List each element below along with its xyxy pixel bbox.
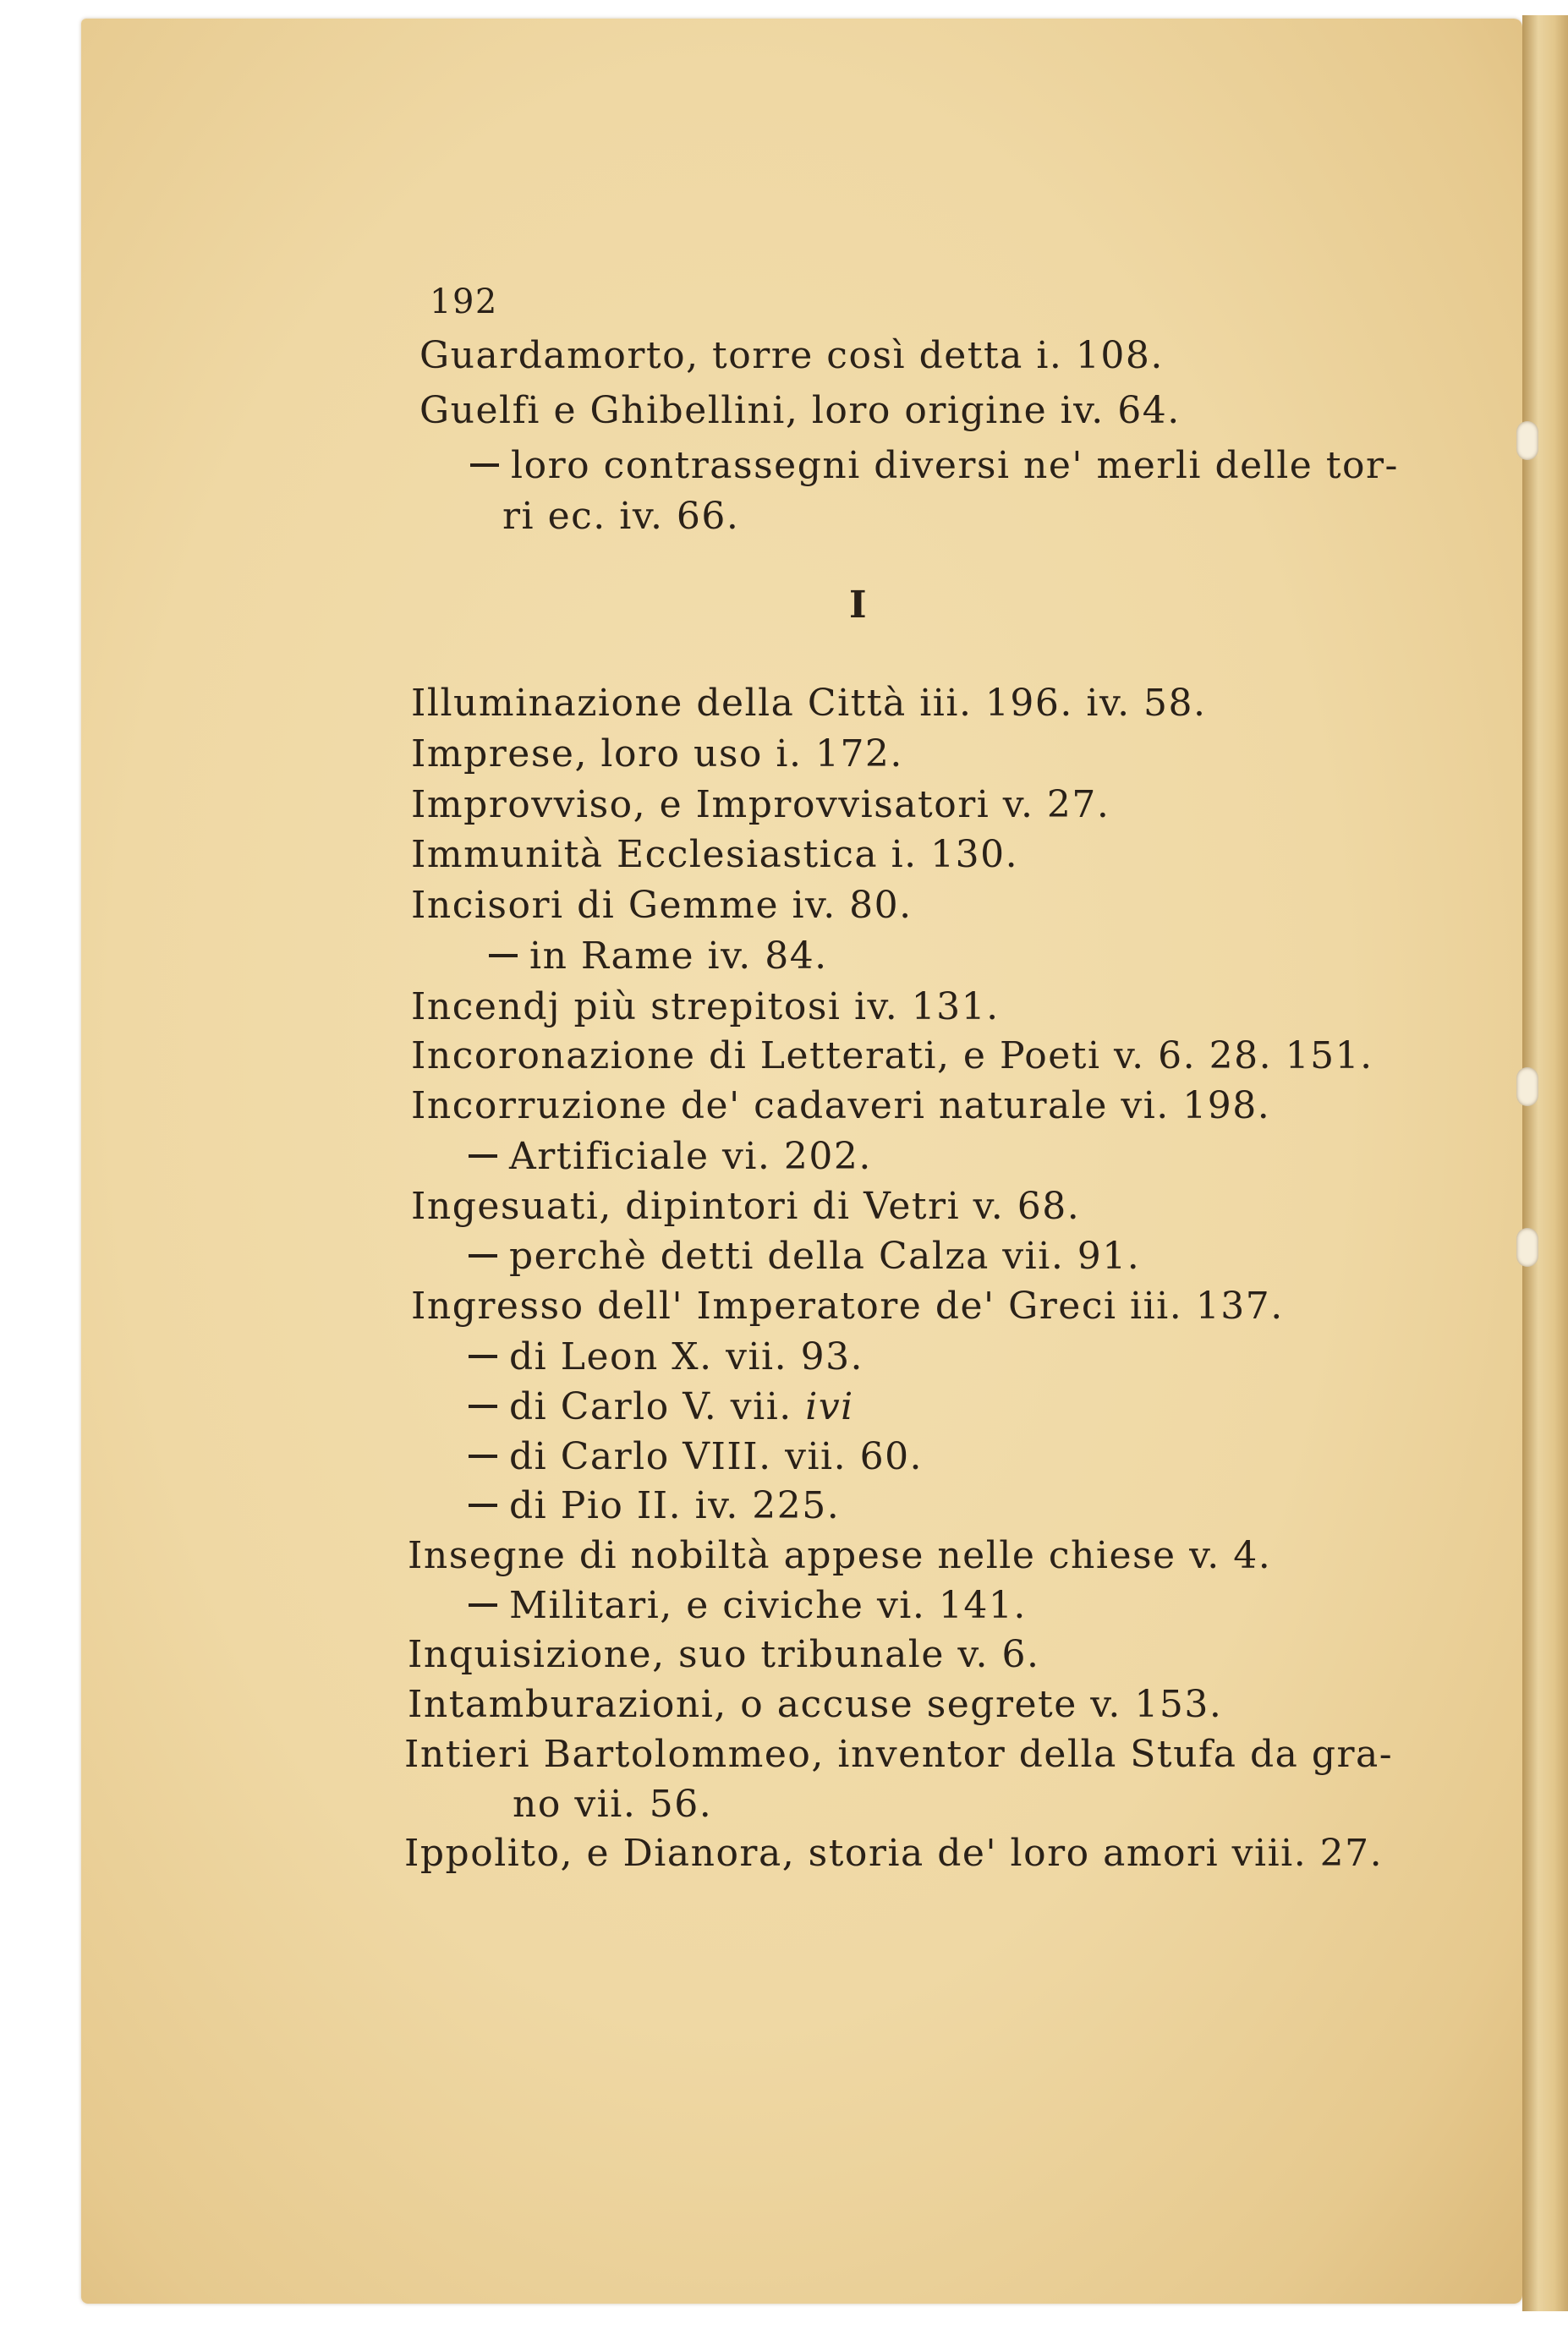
- index-subentry: [469, 1335, 863, 1378]
- entry-text: di Pio II. iv. 225.: [509, 1484, 841, 1527]
- entry-text: Artificiale vi. 202.: [509, 1135, 872, 1178]
- index-subentry: [469, 1584, 1027, 1627]
- index-entry: [411, 833, 1018, 876]
- dash-mark: [469, 1254, 497, 1258]
- entry-text: in Rame iv. 84.: [529, 934, 828, 978]
- dash-mark: [470, 463, 499, 467]
- dash-mark: [469, 1455, 497, 1458]
- dash-mark: [469, 1405, 497, 1408]
- index-subentry: [469, 1385, 854, 1428]
- dash-mark: [469, 1504, 497, 1507]
- index-subentry: [489, 934, 828, 978]
- index-subentry: [469, 1135, 872, 1178]
- entry-text: Incoronazione di Letterati, e Poeti v. 6. 28. 151.: [411, 1034, 1373, 1077]
- index-entry: [411, 884, 913, 927]
- index-entry: [411, 1285, 1284, 1328]
- ivi-italic: ivi: [805, 1385, 854, 1428]
- entry-text: Ingresso dell' Imperatore de' Greci iii. 137.: [411, 1285, 1284, 1328]
- entry-text: Illuminazione della Città iii. 196. iv. 58.: [411, 682, 1207, 725]
- section-letter: I: [849, 584, 869, 627]
- entry-text: di Carlo VIII. vii. 60.: [509, 1435, 924, 1478]
- entry-text: di Leon X. vii. 93.: [509, 1335, 864, 1378]
- entry-text: Incisori di Gemme iv. 80.: [411, 884, 913, 927]
- entry-text: Improvviso, e Improvvisatori v. 27.: [411, 783, 1110, 826]
- index-entry: [419, 389, 1181, 432]
- index-entry: [408, 1534, 1271, 1577]
- entry-text: no vii. 56.: [513, 1783, 713, 1826]
- entry-text: Incorruzione de' cadaveri naturale vi. 198.: [411, 1084, 1271, 1127]
- entry-text: perchè detti della Calza vii. 91.: [509, 1235, 1141, 1278]
- index-entry-continuation: [513, 1783, 712, 1826]
- entry-text: di Carlo V. vii.: [509, 1385, 792, 1428]
- dash-mark: [469, 1355, 497, 1358]
- entry-text: Insegne di nobiltà appese nelle chiese v. 4.: [408, 1534, 1272, 1577]
- index-entry-continuation: [502, 495, 739, 538]
- index-entry: [411, 783, 1110, 826]
- index-entry: [411, 985, 1000, 1028]
- entry-text: loro contrassegni diversi ne' merli delle tor-: [511, 444, 1399, 487]
- entry-text: Ingesuati, dipintori di Vetri v. 68.: [411, 1185, 1081, 1228]
- index-subentry: [469, 1235, 1140, 1278]
- entry-text: Intieri Bartolommeo, inventor della Stufa da gra-: [404, 1733, 1394, 1776]
- index-subentry: [469, 1435, 923, 1478]
- index-entry: [411, 1084, 1270, 1127]
- index-entry: [408, 1633, 1039, 1676]
- index-entry: [411, 1034, 1373, 1077]
- index-entry: [408, 1683, 1222, 1726]
- dash-mark: [469, 1603, 497, 1607]
- index-entry: [419, 334, 1164, 377]
- index-entry: [404, 1733, 1393, 1776]
- dash-mark: [489, 954, 518, 957]
- index-entry: [404, 1832, 1383, 1875]
- entry-text: Guardamorto, torre così detta i. 108.: [419, 334, 1164, 377]
- entry-text: ri ec. iv. 66.: [502, 495, 740, 538]
- entry-text: Ippolito, e Dianora, storia de' loro amori viii. 27.: [404, 1832, 1384, 1875]
- entry-text: Intamburazioni, o accuse segrete v. 153.: [408, 1683, 1223, 1726]
- index-entry: [411, 682, 1207, 725]
- dash-mark: [469, 1154, 497, 1158]
- entry-text: Incendj più strepitosi iv. 131.: [411, 985, 1000, 1028]
- index-subentry: [469, 1484, 840, 1527]
- entry-text: Inquisizione, suo tribunale v. 6.: [408, 1633, 1040, 1676]
- entry-text: Immunità Ecclesiastica i. 130.: [411, 833, 1019, 876]
- page-number: 192: [430, 282, 498, 321]
- entry-text: Guelfi e Ghibellini, loro origine iv. 64.: [419, 389, 1181, 432]
- index-subentry: [470, 444, 1399, 487]
- index-entry: [411, 732, 903, 775]
- entry-text: Imprese, loro uso i. 172.: [411, 732, 903, 775]
- index-entry: [411, 1185, 1080, 1228]
- entry-text: Militari, e civiche vi. 141.: [509, 1584, 1027, 1627]
